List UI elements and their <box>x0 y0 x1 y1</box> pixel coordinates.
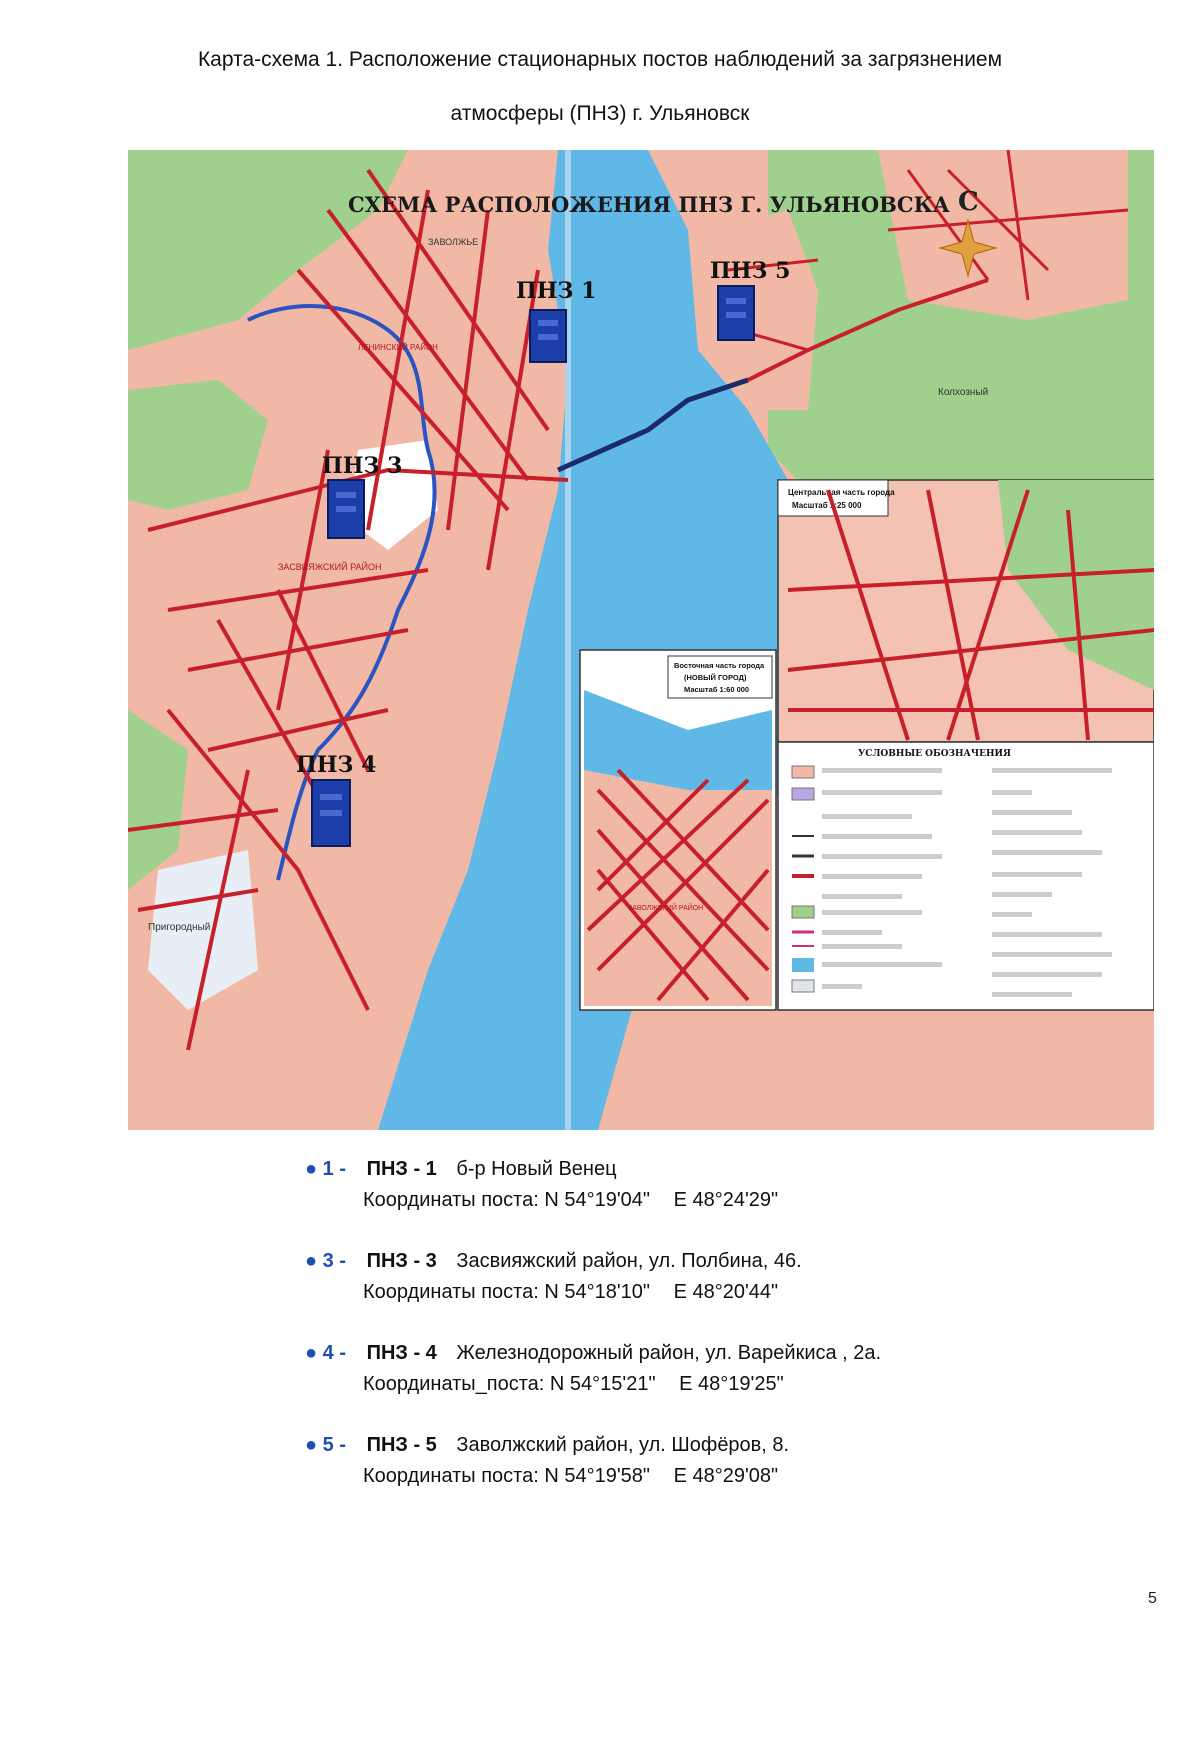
post-name: ПНЗ - 3 <box>366 1250 437 1272</box>
coord-label: Координаты поста: <box>363 1189 539 1211</box>
inset-central-city <box>778 480 1154 742</box>
coord-lon: E 48°29'08" <box>673 1465 779 1487</box>
zavolzhye-urban <box>878 150 1128 320</box>
post-number: ● 1 - <box>305 1158 346 1180</box>
post-name: ПНЗ - 5 <box>366 1434 437 1456</box>
post-number: ● 5 - <box>305 1434 346 1456</box>
coord-label: Координаты поста: <box>363 1465 539 1487</box>
coord-lat: N 54°15'21" <box>549 1373 656 1395</box>
list-item <box>305 1154 1105 1216</box>
district-label: Пригородный <box>148 922 211 933</box>
post-address: б-р Новый Венец <box>456 1158 617 1180</box>
district-label: ЛЕНИНСКИЙ РАЙОН <box>358 343 438 352</box>
map-graphic <box>128 150 1154 1130</box>
map-legend <box>778 742 1154 1010</box>
page-number: 5 <box>1148 1590 1157 1607</box>
svg-text:УСЛОВНЫЕ ОБОЗНАЧЕНИЯ: УСЛОВНЫЕ ОБОЗНАЧЕНИЯ <box>858 749 1011 759</box>
coord-label: Координаты_поста: <box>363 1373 545 1395</box>
district-label: ЗАВОЛЖЬЕ <box>428 237 479 247</box>
post-address: Засвияжский район, ул. Полбина, 46. <box>456 1250 802 1272</box>
coord-lon: E 48°19'25" <box>679 1373 784 1395</box>
coord-lon: E 48°20'44" <box>673 1281 779 1303</box>
svg-text:(НОВЫЙ ГОРОД): (НОВЫЙ ГОРОД) <box>684 673 747 682</box>
coord-lon: E 48°24'29" <box>673 1189 779 1211</box>
page-title-line-1: Карта-схема 1. Расположение стационарных постов наблюдений за загрязнением <box>197 48 1003 71</box>
page-title-line-2: атмосферы (ПНЗ) г. Ульяновск <box>450 102 750 125</box>
district-label: ЗАСВИЯЖСКИЙ РАЙОН <box>278 562 382 572</box>
district-label: Колхозный <box>938 387 989 398</box>
post-number: ● 4 - <box>305 1342 346 1364</box>
pollution-posts-map <box>128 150 1154 1130</box>
post-name: ПНЗ - 1 <box>366 1158 437 1180</box>
post-address: Железнодорожный район, ул. Варейкиса , 2а. <box>456 1342 882 1364</box>
svg-text:ЗАВОЛЖСКИЙ РАЙОН: ЗАВОЛЖСКИЙ РАЙОН <box>628 905 704 912</box>
inset-east-new-city <box>580 650 776 1010</box>
svg-text:Масштаб 1:60 000: Масштаб 1:60 000 <box>684 685 750 694</box>
svg-text:Восточная часть города: Восточная часть города <box>674 661 765 670</box>
svg-text:Центральная часть города: Центральная часть города <box>788 488 895 497</box>
map-title: СХЕМА РАСПОЛОЖЕНИЯ ПНЗ Г. УЛЬЯНОВСКА <box>348 192 950 217</box>
coord-lat: N 54°19'58" <box>544 1465 651 1487</box>
svg-text:ПНЗ 4: ПНЗ 4 <box>296 752 377 778</box>
svg-text:ПНЗ 1: ПНЗ 1 <box>516 278 597 304</box>
list-item <box>305 1246 1105 1308</box>
post-name: ПНЗ - 4 <box>366 1342 437 1364</box>
coord-lat: N 54°18'10" <box>544 1281 651 1303</box>
list-item <box>305 1430 1105 1492</box>
post-number: ● 3 - <box>305 1250 346 1272</box>
svg-text:ПНЗ 5: ПНЗ 5 <box>710 258 791 284</box>
compass-north-label: С <box>958 187 979 217</box>
svg-text:ПНЗ 3: ПНЗ 3 <box>322 453 403 479</box>
coord-label: Координаты поста: <box>363 1281 539 1303</box>
coord-lat: N 54°19'04" <box>544 1189 651 1211</box>
list-item <box>305 1338 1105 1400</box>
post-address: Заволжский район, ул. Шофёров, 8. <box>456 1434 790 1456</box>
posts-list <box>305 1154 1105 1522</box>
svg-text:Масштаб 1:25 000: Масштаб 1:25 000 <box>792 501 862 510</box>
